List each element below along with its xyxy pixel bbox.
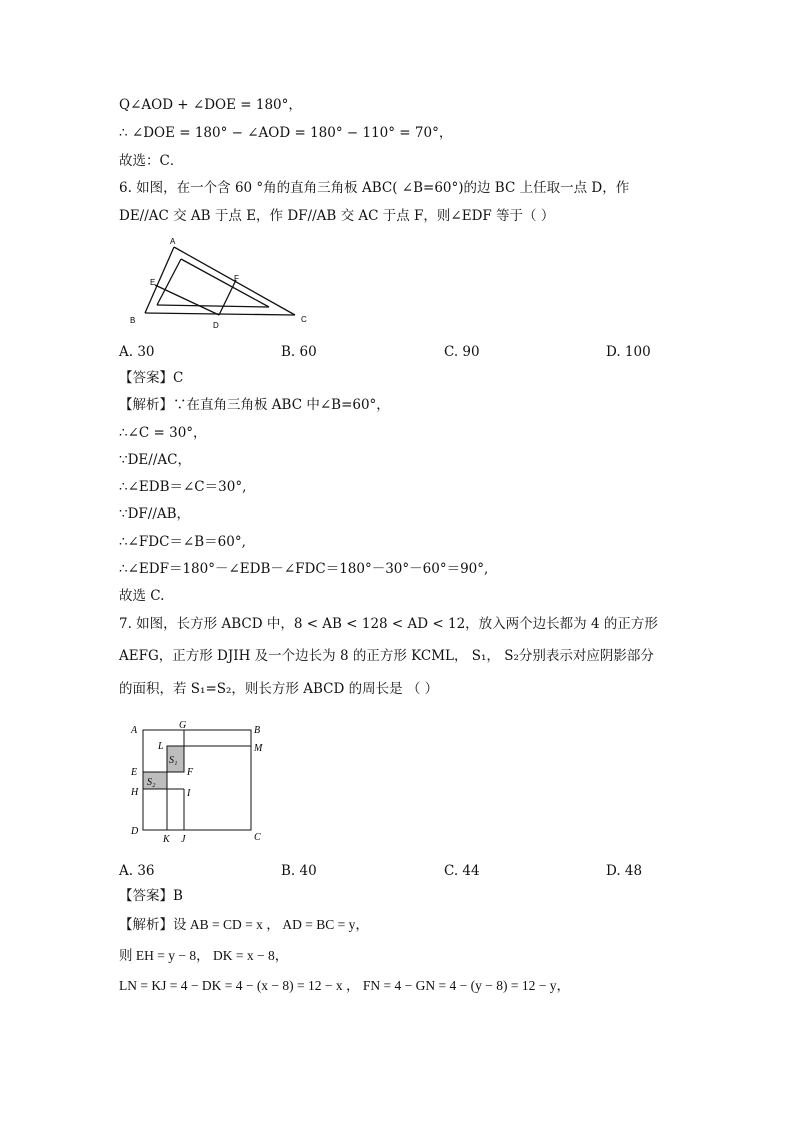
explanation-line: ∴∠C = 30°， (119, 425, 207, 441)
point-label-D: D (213, 321, 219, 330)
explanation-line: ∴∠EDB＝∠C＝30°, (119, 479, 247, 495)
option-a: A. 36 (119, 863, 155, 879)
point-label-L: L (158, 741, 164, 752)
explanation-line: 【解析】设 AB = CD = x ， AD = BC = y， (119, 917, 369, 932)
point-label-C: C (254, 832, 261, 843)
point-label-E: E (150, 278, 156, 287)
option-d: D. 100 (606, 344, 651, 360)
point-label-G: G (179, 720, 187, 731)
segment-DF (219, 280, 236, 315)
point-label-C: C (301, 315, 307, 324)
explanation-line: ∴∠EDF＝180°－∠EDB－∠FDC＝180°－30°－60°＝90°, (119, 561, 489, 577)
question-7-text: 的面积，若 S₁=S₂，则长方形 ABCD 的周长是 （ ） (119, 681, 439, 697)
region-label-s2: S₂ (147, 777, 156, 788)
explanation-line: 则 EH = y − 8， DK = x − 8， (119, 948, 289, 963)
option-d: D. 48 (606, 863, 643, 879)
point-label-J: J (181, 834, 186, 845)
option-a: A. 30 (119, 344, 155, 360)
triangle-figure (119, 235, 319, 335)
option-b: B. 60 (281, 344, 317, 360)
point-label-F: F (234, 274, 239, 283)
answer-label: 【答案】C (119, 370, 184, 386)
option-c: C. 44 (444, 863, 480, 879)
explanation-line: 【解析】∵在直角三角板 ABC 中∠B=60°， (119, 397, 390, 413)
inner-line (181, 259, 269, 307)
option-b: B. 40 (281, 863, 317, 879)
explanation-line: ∵DE//AC， (119, 452, 191, 468)
point-label-K: K (163, 834, 170, 845)
point-label-E: E (131, 767, 138, 778)
point-label-D: D (131, 826, 139, 837)
point-label-B: B (254, 725, 261, 736)
inner-line (157, 259, 181, 305)
inner-line (157, 305, 269, 307)
question-6-text: 6. 如图，在一个含 60 °角的直角三角板 ABC( ∠B=60°)的边 BC 上任取一点 D，作 (119, 180, 630, 196)
question-7-text: AEFG，正方形 DJIH 及一个边长为 8 的正方形 KCML， S₁， S₂分别表示对应阴影部分 (119, 648, 654, 664)
answer-label: 【答案】B (119, 888, 183, 904)
explanation-line: ∵DF//AB， (119, 506, 191, 522)
point-label-A: A (170, 237, 176, 246)
point-label-I: I (187, 788, 191, 799)
question-6-text: DE//AC 交 AB 于点 E，作 DF//AB 交 AC 于点 F，则∠EDF 等于（ ） (119, 208, 555, 224)
point-label-F: F (187, 767, 194, 778)
region-label-s1: S₁ (169, 755, 178, 766)
point-label-A: A (131, 725, 138, 736)
point-label-B: B (130, 316, 136, 325)
answer-line: 故选：C． (119, 153, 184, 169)
segment-DE (155, 285, 219, 315)
equation-line: ∴ ∠DOE = 180° − ∠AOD = 180° − 110° = 70°， (119, 125, 453, 141)
question-7-text: 7. 如图，长方形 ABCD 中，8 < AB < 128 < AD < 12，放入两个边长都为 4 的正方形 (119, 616, 658, 632)
point-label-H: H (131, 787, 139, 798)
equation-line: Q∠AOD + ∠DOE = 180°， (119, 97, 302, 113)
option-c: C. 90 (444, 344, 480, 360)
point-label-M: M (254, 743, 263, 754)
explanation-line: ∴∠FDC＝∠B＝60°, (119, 534, 246, 550)
rectangle-figure (125, 718, 275, 848)
explanation-line: 故选 C. (119, 588, 165, 604)
explanation-line: LN = KJ = 4 − DK = 4 − (x − 8) = 12 − x ， FN = 4 − GN = 4 − (y − 8) = 12 − y， (119, 978, 570, 993)
